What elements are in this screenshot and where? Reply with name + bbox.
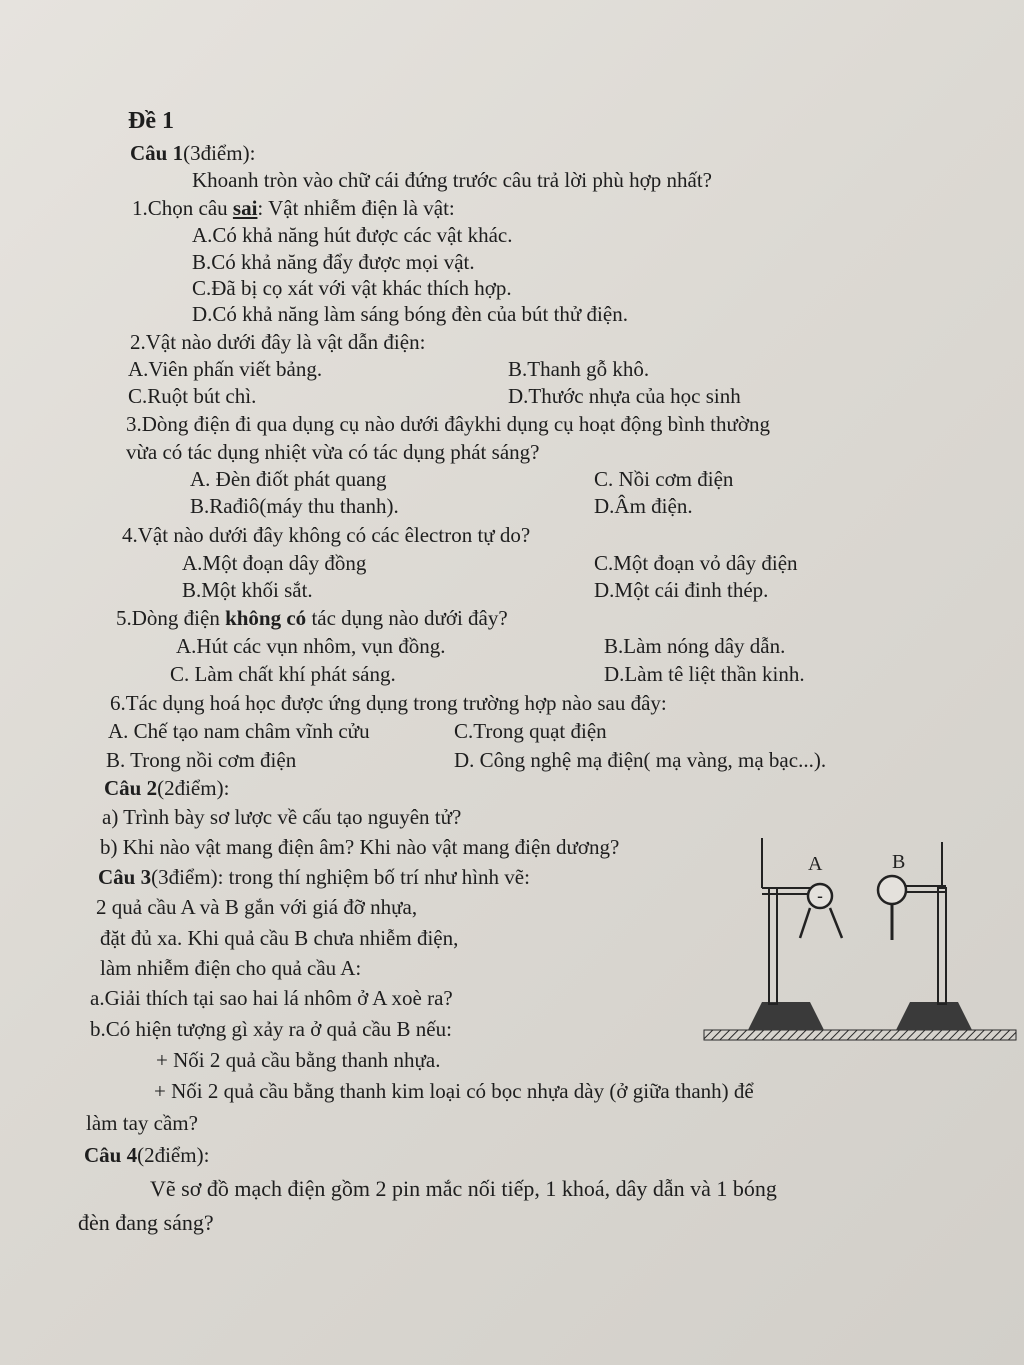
q1-instruction: Khoanh tròn vào chữ cái đứng trước câu trả lời phù hợp nhất? <box>192 168 712 192</box>
page-title: Đề 1 <box>128 108 174 134</box>
charge-symbol: - <box>817 886 823 906</box>
q3-part-b2: + Nối 2 quả cầu bằng thanh kim loại có bọc nhựa dày (ở giữa thanh) để <box>154 1079 754 1103</box>
q1-s6-option-a: A. Chế tạo nam châm vĩnh cửu <box>108 719 370 743</box>
q1-s5-emph: không có <box>225 606 307 630</box>
q4-text-1: Vẽ sơ đồ mạch điện gồm 2 pin mắc nối tiếp, 1 khoá, dây dẫn và 1 bóng <box>150 1176 777 1201</box>
q1-s1-option-b: B.Có khả năng đẩy được mọi vật. <box>192 250 475 274</box>
q4-heading <box>84 1142 209 1168</box>
q4-text-2: đèn đang sáng? <box>78 1210 214 1235</box>
q1-s1-emph: sai <box>232 196 258 220</box>
q1-s1-option-d: D.Có khả năng làm sáng bóng đèn của bút thử điện. <box>192 302 628 326</box>
q1-s4-option-b: B.Một khối sắt. <box>182 578 313 602</box>
label-a: A <box>808 853 823 875</box>
q1-s3-stem-1: 3.Dòng điện đi qua dụng cụ nào dưới đâykhi dụng cụ hoạt động bình thường <box>126 412 770 436</box>
q1-s2-option-d: D.Thước nhựa của học sinh <box>508 384 741 408</box>
q1-s6-stem: 6.Tác dụng hoá học được ứng dụng trong trường hợp nào sau đây: <box>110 691 667 715</box>
q3-figure <box>700 830 1018 1050</box>
q1-s1-stem <box>132 195 455 221</box>
q3-part-b1: + Nối 2 quả cầu bằng thanh nhựa. <box>156 1048 441 1072</box>
q1-s2-option-a: A.Viên phấn viết bảng. <box>128 357 323 381</box>
q1-s6-option-c: C.Trong quạt điện <box>454 719 607 743</box>
q1-s5-prefix: 5.Dòng điện <box>116 606 226 630</box>
q1-s2-option-c: C.Ruột bút chì. <box>128 384 257 408</box>
q1-s3-stem-2: vừa có tác dụng nhiệt vừa có tác dụng phát sáng? <box>126 440 540 464</box>
label-b: B <box>892 851 906 873</box>
q1-label: Câu 1 <box>130 141 184 165</box>
q4-points: (2điểm): <box>137 1143 210 1167</box>
q1-s2-option-b: B.Thanh gỗ khô. <box>508 357 650 381</box>
q1-s3-option-d: D.Âm điện. <box>594 494 693 518</box>
q1-points: (3điểm): <box>183 141 256 165</box>
q3-part-b: b.Có hiện tượng gì xảy ra ở quả cầu B nếu: <box>90 1017 452 1041</box>
q3-part-a: a.Giải thích tại sao hai lá nhôm ở A xoè ra? <box>90 986 453 1010</box>
q2-part-a: a) Trình bày sơ lược về cấu tạo nguyên tử? <box>102 805 462 829</box>
q2-part-b: b) Khi nào vật mang điện âm? Khi nào vật mang điện dương? <box>100 835 620 859</box>
q1-s1-option-c: C.Đã bị cọ xát với vật khác thích hợp. <box>192 276 512 300</box>
q3-text-2: đặt đủ xa. Khi quả cầu B chưa nhiễm điện, <box>100 926 459 950</box>
ground-surface <box>704 1030 1016 1040</box>
q1-s5-stem <box>116 605 508 631</box>
q1-s4-option-a: A.Một đoạn dây đồng <box>182 551 367 575</box>
q3-part-b2-cont: làm tay cầm? <box>86 1111 198 1135</box>
q1-s5-option-d: D.Làm tê liệt thần kinh. <box>604 662 805 686</box>
q3-heading <box>98 864 530 890</box>
q1-heading <box>130 140 255 166</box>
q2-label: Câu 2 <box>104 776 158 800</box>
q1-s5-option-b: B.Làm nóng dây dẫn. <box>604 634 786 658</box>
q1-s3-option-b: B.Rađiô(máy thu thanh). <box>190 494 399 518</box>
q1-s3-option-c: C. Nồi cơm điện <box>594 467 734 491</box>
q1-s4-option-c: C.Một đoạn vỏ dây điện <box>594 551 798 575</box>
q1-s5-option-c: C. Làm chất khí phát sáng. <box>170 662 396 686</box>
q1-s6-option-b: B. Trong nồi cơm điện <box>106 748 297 772</box>
q1-s6-option-d: D. Công nghệ mạ điện( mạ vàng, mạ bạc...). <box>454 748 827 772</box>
q2-heading <box>104 775 229 801</box>
q2-points: (2điểm): <box>157 776 230 800</box>
q1-s1-option-a: A.Có khả năng hút được các vật khác. <box>192 223 513 247</box>
q3-label: Câu 3 <box>98 865 152 889</box>
ball-a <box>800 884 842 938</box>
q1-s1-prefix: 1.Chọn câu <box>132 196 233 220</box>
q1-s5-rest: tác dụng nào dưới đây? <box>306 606 508 630</box>
q1-s3-option-a: A. Đèn điốt phát quang <box>190 467 387 491</box>
q1-s4-stem: 4.Vật nào dưới đây không có các êlectron tự do? <box>122 523 531 547</box>
q1-s4-option-d: D.Một cái đinh thép. <box>594 578 769 602</box>
q3-points: (3điểm): trong thí nghiệm bố trí như hình vẽ: <box>151 865 530 889</box>
q4-label: Câu 4 <box>84 1143 138 1167</box>
q1-s5-option-a: A.Hút các vụn nhôm, vụn đồng. <box>176 634 446 658</box>
q3-text-1: 2 quả cầu A và B gắn với giá đỡ nhựa, <box>96 895 418 919</box>
q3-text-3: làm nhiễm điện cho quả cầu A: <box>100 956 362 980</box>
q1-s2-stem: 2.Vật nào dưới đây là vật dẫn điện: <box>130 330 426 354</box>
ball-b <box>878 876 906 940</box>
q1-s1-rest: : Vật nhiễm điện là vật: <box>257 196 455 220</box>
